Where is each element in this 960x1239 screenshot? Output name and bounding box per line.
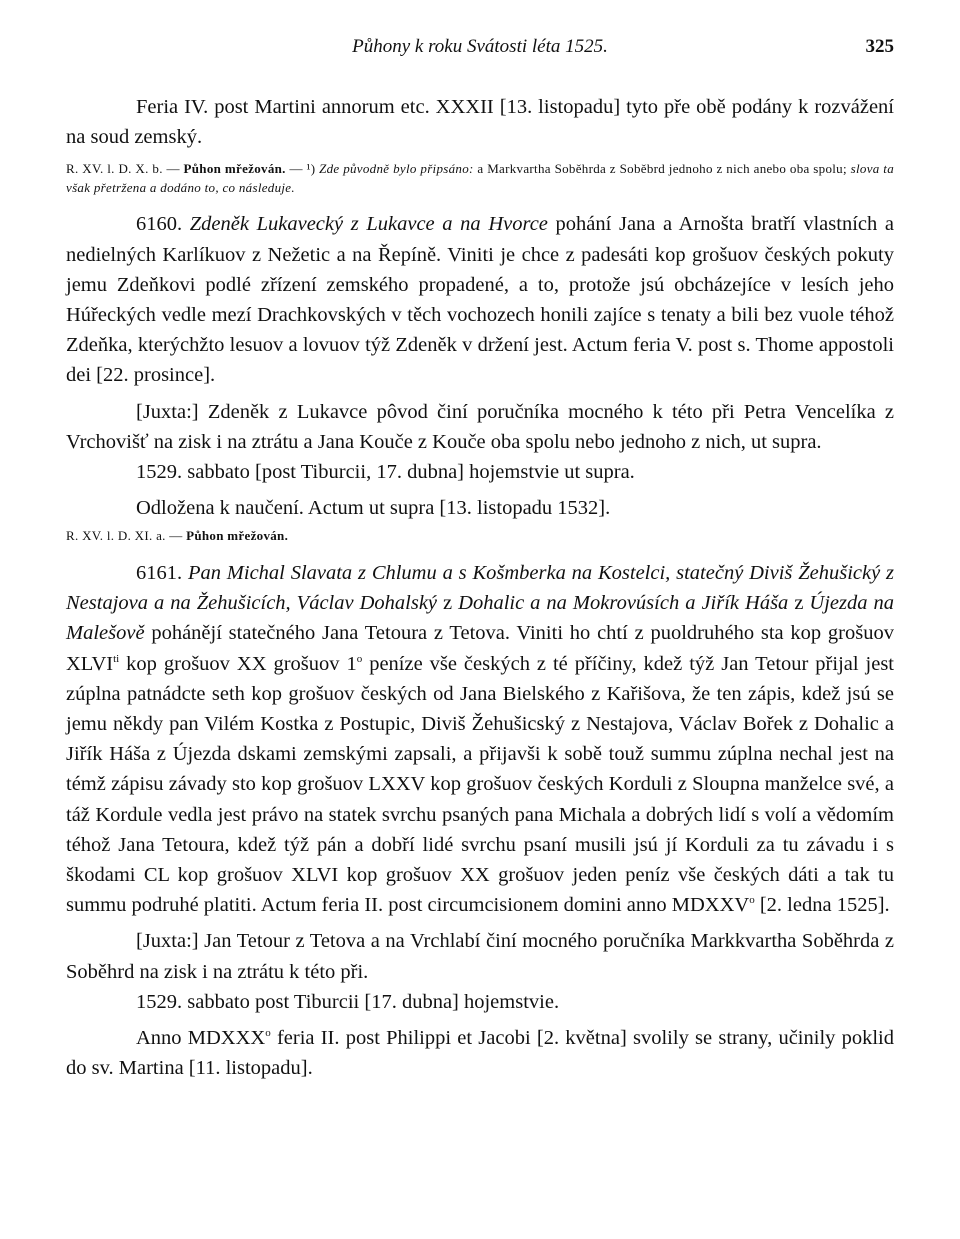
date-1529-6161: 1529. sabbato post Tiburcii [17. dubna] hojemstvie.	[136, 990, 560, 1013]
anno-text: feria II. post Philippi et Jacobi [2. května] svolily se strany, učinily poklid do sv. Martina [11. listopadu].	[66, 1026, 895, 1080]
juxta-6160: [Juxta:] Zdeněk z Lukavce pôvod činí poručníka mocného k této při Petra Vencelíka z Vrchovišť na zisk i na ztrátu a Jana Kouče z Kouče oba spolu nebo jednoho z nich, ut supra.	[66, 400, 894, 453]
entry-text: [2. ledna 1525].	[754, 894, 890, 917]
anno-text: Anno MDXXX	[136, 1026, 266, 1049]
note-italic: Zde původně bylo připsáno:	[319, 161, 474, 177]
page-text	[66, 92, 894, 1083]
entry-text: peníze vše českých z té příčiny, kdež týž Jan Tetour přijal jest zúplna patnádcte seth kop grošuov českých od Jana Bielského z Kařišova, že ten zápis, kdež jsú se jemu někdy pan Vilém Kostka z Postupic, Diviš Žehušicský z Nestajova, Václav Bořek z Dohalic a Jiřík Háša z Újezda dskami zemskými zapsali, a přijavši k sobě touž summu zúplna nechal jest na témž zápisu závady sto kop grošuov LXXV kop grošuov českých Korduli z Sloupna manželce své, a táž Kordule vedla jest právo na statek svrchu psaných pana Michala a dobrých lidí s volí a vědomím téhož Jana Tetoura, kdež týž pán a dobří lidé svrchu psaní musili jsú jí Korduli za tu závadu i s škodami CL kop grošuov XLVI kop grošuov XX grošuov jeden peníz vše českých dáti a tak tu summu podruhé platiti. Actum feria II. post circumcisionem domini anno MDXXV	[66, 652, 894, 917]
note-dash: —	[162, 161, 184, 177]
entry-text: z	[437, 592, 459, 615]
entry-text: kop grošuov XX grošuov 1	[119, 652, 357, 675]
note-text: a Markvartha Soběhrda z Soběbrd jednoho z nich anebo oba spolu;	[473, 161, 851, 177]
running-head	[66, 36, 894, 64]
entry-number: 6161.	[136, 561, 188, 584]
superscript: o	[356, 652, 363, 665]
entry-text: pohání Jana a Arnošta bratří vlastních a nedielných Karlíkuov z Nežetic a na Řepíně. Viniti je chce z padesáti kop grošuov českých pokuty jemu Zdeňkovi podlé zřízení zemského propadené, a to, protože jsú obcházejíce v lesích jeho Húřeckých vedle mezí Drachkovských v těch vochozech honili zajíce s tenaty a bili bez vuole téhož Zdeňka, kterýchžto lesuov a lovuov týž Zdeněk v držení jest. Actum feria V. post s. Thome appostoli dei [22. prosince].	[66, 213, 894, 387]
entry-text: z	[788, 592, 810, 615]
note-label: Půhon mřežován.	[183, 161, 286, 177]
entry-number: 6160.	[136, 213, 190, 236]
entry-text: pohánějí statečného Jana Tetoura z Tetova. Viniti ho chtí z puoldruhého sta kop grošuov XLVI	[66, 622, 894, 675]
note-source: R. XV. l. D. X. b.	[66, 161, 163, 177]
superscript: o	[749, 894, 755, 907]
footnote-6160	[66, 527, 894, 546]
anno-6161	[66, 1023, 894, 1083]
entry-6160	[66, 209, 894, 390]
footnote-6159	[66, 160, 894, 197]
date-1529-6160: 1529. sabbato [post Tiburcii, 17. dubna] hojemstvie ut supra.	[136, 461, 635, 484]
superscript: o	[265, 1027, 271, 1040]
note-dash: —	[165, 528, 187, 544]
entry-parties: Újezda na Malešově	[66, 592, 894, 645]
note-label: Půhon mřežován.	[186, 528, 289, 544]
note-italic: slova ta však přetržena a dodáno to, co následuje.	[66, 161, 895, 195]
running-title: Půhony k roku Svátosti léta 1525.	[352, 36, 608, 57]
note-dash: —	[285, 161, 307, 177]
feria-iv-paragraph: Feria IV. post Martini annorum etc. XXXII [13. listopadu] tyto pře obě podány k rozvážení na soud zemský.	[66, 96, 894, 149]
note-mark: ¹)	[306, 161, 320, 177]
entry-parties: Zdeněk Lukavecký z Lukavce a na Hvorce	[189, 213, 548, 236]
entry-parties: Dohalic a na Mokrovúsích a Jiřík Háša	[458, 592, 789, 615]
page-number: 325	[865, 36, 894, 57]
superscript: ti	[113, 652, 120, 665]
entry-6161	[66, 558, 894, 920]
entry-parties: Pan Michal Slavata z Chlumu a s Košmberka na Kostelci, statečný Diviš Žehušický z Nestajova a na Žehušicích, Václav Dohalský	[66, 561, 894, 615]
odlozena-6160: Odložena k naučení. Actum ut supra [13. listopadu 1532].	[136, 497, 611, 520]
juxta-6161: [Juxta:] Jan Tetour z Tetova a na Vrchlabí činí mocného poručníka Markkvartha Soběhrda z Soběhrd na zisk i na ztrátu k této při.	[66, 930, 894, 983]
note-source: R. XV. l. D. XI. a.	[66, 528, 166, 544]
